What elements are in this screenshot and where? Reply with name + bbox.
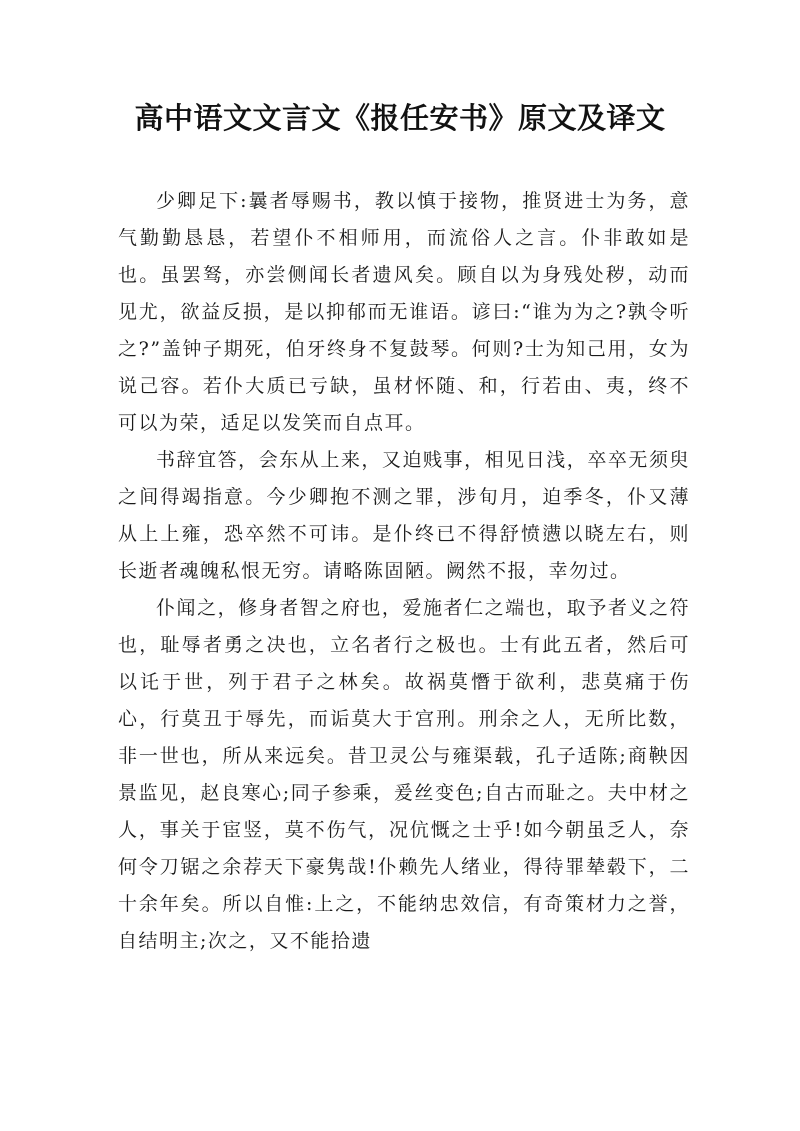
document-body [118,183,690,960]
paragraph-3: 仆闻之，修身者智之府也，爱施者仁之端也，取予者义之符也，耻辱者勇之决也，立名者行之极也。士有此五者，然后可以讬于世，列于君子之林矣。故祸莫憯于欲利，悲莫痛于伤心，行莫丑于辱先，而诟莫大于宫刑。刑余之人，无所比数，非一世也，所从来远矣。昔卫灵公与雍渠载，孔子适陈;商鞅因景监见，赵良寒心;同子参乘，爰丝变色;自古而耻之。夫中材之人，事关于宦竖，莫不伤气，况伉慨之士乎!如今朝虽乏人，奈何令刀锯之余荐天下豪隽哉!仆赖先人绪业，得待罪辇毂下，二十余年矣。所以自惟:上之，不能纳忠效信，有奇策材力之誉，自结明主;次之，又不能拾遗 [118,597,690,952]
document-title: 高中语文文言文《报任安书》原文及译文 [134,101,666,135]
paragraph-2: 书辞宜答，会东从上来，又迫贱事，相见日浅，卒卒无须臾之间得竭指意。今少卿抱不测之罪，涉旬月，迫季冬，仆又薄从上上雍，恐卒然不可讳。是仆终已不得舒愤懑以晓左右，则长逝者魂魄私恨无穷。请略陈固陋。阙然不报，幸勿过。 [118,449,690,582]
paragraph-1: 少卿足下:曩者辱赐书，教以慎于接物，推贤进士为务，意气勤勤恳恳，若望仆不相师用，而流俗人之言。仆非敢如是也。虽罢驽，亦尝侧闻长者遗风矣。顾自以为身残处秽，动而见尤，欲益反损，是以抑郁而无谁语。谚曰:“谁为为之?孰令听之?”盖钟子期死，伯牙终身不复鼓琴。何则?士为知己用，女为说己容。若仆大质已亏缺，虽材怀随、和，行若由、夷，终不可以为荣，适足以发笑而自点耳。 [118,190,690,434]
